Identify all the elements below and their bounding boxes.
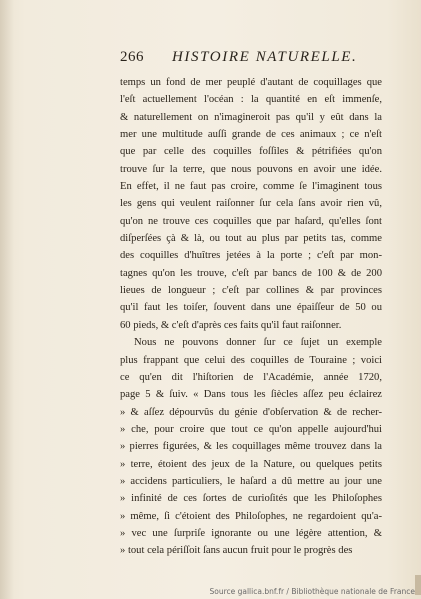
text-line: En effet, il ne faut pas croire, comme ſe l'imaginent tous [120, 181, 382, 193]
text-line: page 5 & ſuiv. « Dans tous les ſiècles aſſez peu éclairez [120, 389, 382, 401]
text-line: ce qu'en dit l'hiſtorien de l'Académie, année 1720, [120, 371, 382, 383]
text-line: » tout cela périſſoit ſans aucun fruit pour le progrès des [120, 545, 353, 557]
text-line: tagnes qu'on les trouve, c'eſt par bancs de 100 & de 200 [120, 267, 382, 279]
text-line: » & aſſez dépourvûs du génie d'obſervation & de recher- [120, 406, 382, 418]
text-line: » pierres figurées, & les coquillages même trouvez dans la [120, 441, 382, 453]
text-line: des coquilles d'huîtres jetées à la porte ; c'eſt par mon- [120, 250, 382, 262]
text-line: qu'il faut les toiſer, ſouvent dans une épaiſſeur de 50 ou [120, 302, 382, 314]
text-line: les gens qui veulent raiſonner ſur cela ſans avoir rien vû, [120, 198, 382, 210]
text-line: » même, ſi c'étoient des Philoſophes, ne regardoient qu'a- [120, 510, 382, 522]
text-line: qu'on ne trouve ces coquilles que par haſard, qu'elles ſont [120, 215, 382, 227]
text-line: que par celle des coquilles foſſiles & pétrifiées qu'on [120, 146, 382, 158]
page-number: 266 [120, 49, 144, 65]
text-line: Nous ne pouvons donner ſur ce ſujet un exemple [134, 337, 382, 349]
text-line: plus frappant que celui des coquilles de Touraine ; voici [120, 354, 382, 366]
running-head [120, 49, 380, 69]
text-line: » accidens particuliers, le haſard a dû mettre au jour une [120, 475, 382, 487]
source-credit: Source gallica.bnf.fr / Bibliothèque nationale de France [209, 587, 415, 596]
body-text [120, 74, 382, 560]
text-line: » infinité de ces ſortes de curioſités que les Philoſophes [120, 493, 382, 505]
text-line: » che, pour croire que tout ce qu'on appelle aujourd'hui [120, 423, 382, 435]
text-line: & naturellement on n'imagineroit pas qu'il y eût dans la [120, 111, 382, 123]
text-line: trouve ſur la terre, que nous pouvons en avoir une idée. [120, 163, 382, 175]
text-line: » vec une ſurpriſe ignorante ou une légère attention, & [120, 527, 382, 539]
spine-shadow [0, 0, 14, 599]
page-edge-mark [415, 575, 421, 595]
text-line: » terre, étoient des jeux de la Nature, ou quelques petits [120, 458, 382, 470]
running-title: HISTOIRE NATURELLE. [172, 49, 358, 65]
text-line: diſperſées çà & là, ou tout au plus par petits tas, comme [120, 233, 382, 245]
text-line: 60 pieds, & c'eſt d'après ces faits qu'il faut raiſonner. [120, 319, 342, 331]
text-line: lieues de longueur ; c'eſt par collines & par provinces [120, 285, 382, 297]
text-line: mer une multitude auſſi grande de ces animaux ; ce n'eſt [120, 129, 382, 141]
text-line: temps un fond de mer peuplé d'autant de coquillages que [120, 77, 382, 88]
text-line: l'eſt actuellement l'océan : la quantité en eſt immenſe, [120, 94, 382, 106]
